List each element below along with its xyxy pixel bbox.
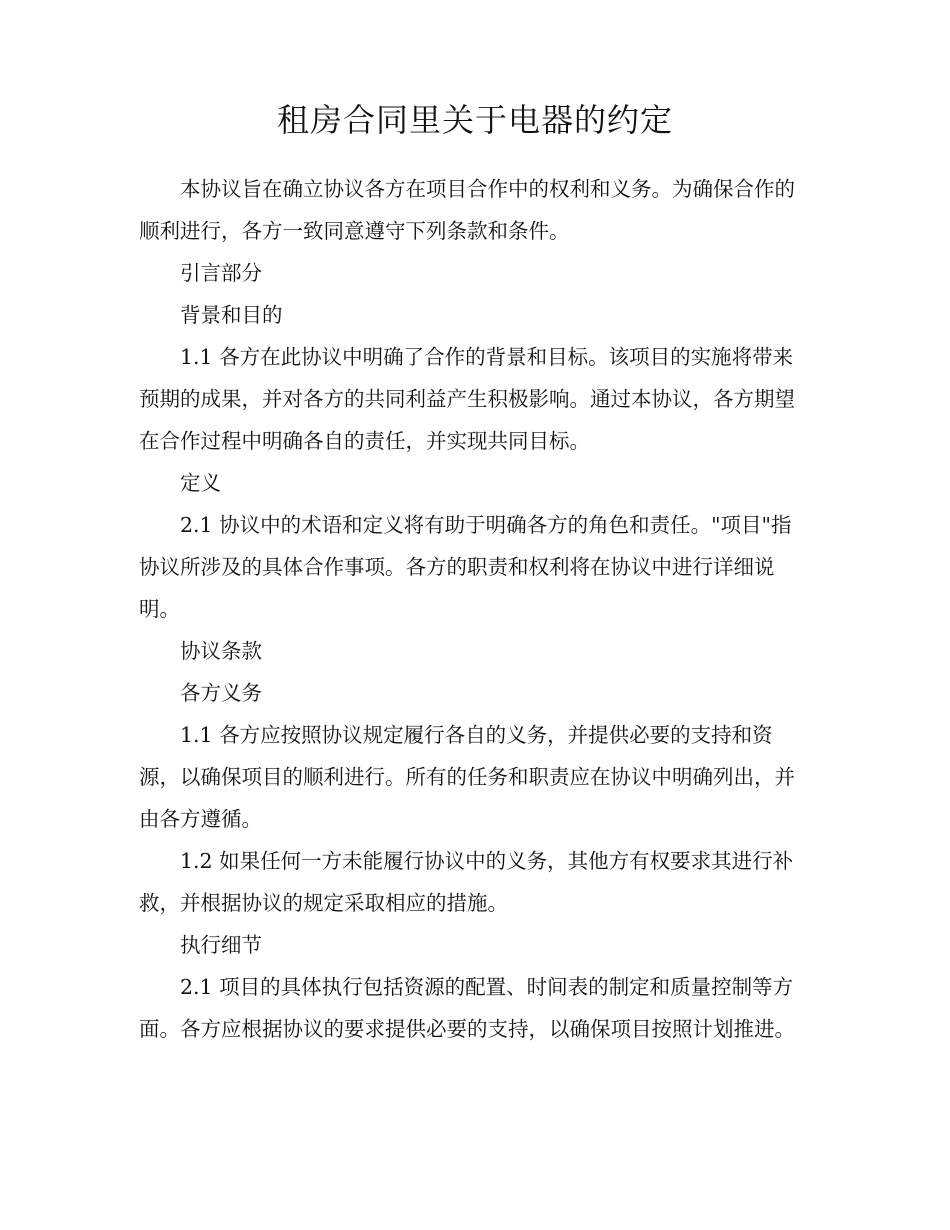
document-body xyxy=(139,168,803,1050)
subsection-heading-background: 背景和目的 xyxy=(180,303,283,327)
subsection-heading-obligations: 各方义务 xyxy=(180,681,262,705)
clause-paragraph: 1.1 各方应按照协议规定履行各自的义务，并提供必要的支持和资源，以确保项目的顺利进行。所有的任务和职责应在协议中明确列出，并由各方遵循。 xyxy=(139,723,795,831)
clause-paragraph: 2.1 项目的具体执行包括资源的配置、时间表的制定和质量控制等方面。各方应根据协议的要求提供必要的支持，以确保项目按照计划推进。 xyxy=(139,975,795,1041)
subsection-heading-execution: 执行细节 xyxy=(180,933,262,957)
clause-paragraph: 2.1 协议中的术语和定义将有助于明确各方的角色和责任。"项目"指协议所涉及的具体合作事项。各方的职责和权利将在协议中进行详细说明。 xyxy=(139,513,792,621)
intro-paragraph: 本协议旨在确立协议各方在项目合作中的权利和义务。为确保合作的顺利进行，各方一致同意遵守下列条款和条件。 xyxy=(139,177,795,243)
document-title: 租房合同里关于电器的约定 xyxy=(276,101,673,139)
subsection-heading-definitions: 定义 xyxy=(180,471,221,495)
section-heading-terms: 协议条款 xyxy=(180,639,262,663)
clause-paragraph: 1.1 各方在此协议中明确了合作的背景和目标。该项目的实施将带来预期的成果，并对各方的共同利益产生积极影响。通过本协议，各方期望在合作过程中明确各自的责任，并实现共同目标。 xyxy=(139,345,795,453)
clause-paragraph: 1.2 如果任何一方未能履行协议中的义务，其他方有权要求其进行补救，并根据协议的规定采取相应的措施。 xyxy=(139,849,794,915)
section-heading-introduction: 引言部分 xyxy=(180,261,262,285)
